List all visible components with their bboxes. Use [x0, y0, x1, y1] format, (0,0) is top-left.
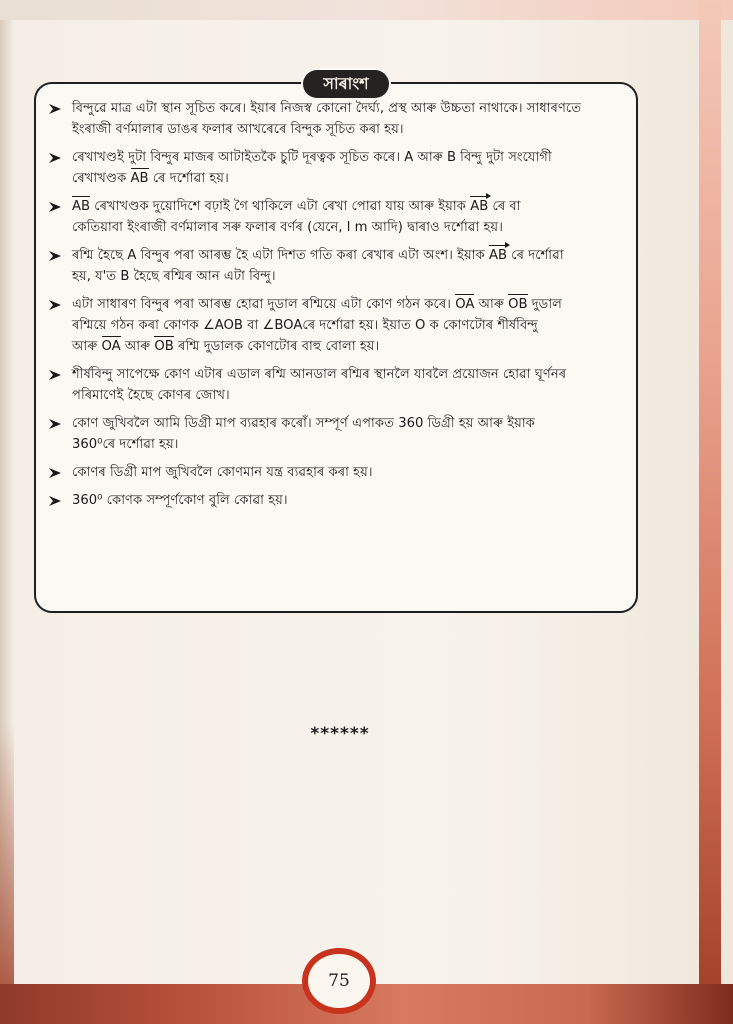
item-line: শীৰ্ষবিন্দু সাপেক্ষে কোণ এটাৰ এডাল ৰশ্মি আনডাল ৰশ্মিৰ স্থানলৈ যাবলৈ প্ৰয়োজন হোৱা ঘূৰ্ণনৰ [72, 367, 567, 382]
item-text: ৰেখাখণ্ডক দুয়োদিশে বঢ়াই গৈ থাকিলে এটা ৰেখা পোৱা যায় আৰু ইয়াক [94, 199, 466, 214]
summary-list [44, 98, 632, 518]
item-line: ইংৰাজী বৰ্ণমালাৰ ডাঙৰ ফলাৰ আখৰেৰে বিন্দুক সূচিত কৰা হয়। [72, 122, 404, 137]
page-left-shadow [0, 724, 14, 1024]
page-number: 75 [328, 971, 350, 991]
item-text: এটা সাধাৰণ বিন্দুৰ পৰা আৰম্ভ হোৱা দুডাল ৰশ্মিয়ে এটা কোণ গঠন কৰে। [72, 297, 451, 312]
item-line [72, 294, 632, 315]
segment-notation: AB [72, 196, 90, 217]
arrow-bullet-icon [48, 245, 66, 266]
item-line: 360⁰ৰে দৰ্শোৱা হয়। [72, 437, 179, 452]
arrow-bullet-icon [48, 462, 66, 483]
list-item [44, 413, 632, 455]
item-text: ৰে দৰ্শোৱা হয়। [152, 171, 229, 186]
list-item [44, 147, 632, 189]
list-item [44, 98, 632, 140]
item-line: কোণ জুখিবলৈ আমি ডিগ্ৰী মাপ ব্যৱহাৰ কৰোঁ। সম্পূৰ্ণ এপাকত 360 ডিগ্ৰী হয় আৰু ইয়াক [72, 416, 535, 431]
item-line [72, 336, 632, 357]
item-line: 360⁰ কোণক সম্পূৰ্ণকোণ বুলি কোৱা হয়। [72, 493, 288, 508]
arrow-bullet-icon [48, 490, 66, 511]
item-line [72, 168, 632, 189]
item-line [72, 196, 632, 217]
summary-title: সাৰাংশ [303, 70, 389, 98]
item-line: কোণৰ ডিগ্ৰী মাপ জুখিবলৈ কোণমান যন্ত্ৰ ব্যৱহাৰ কৰা হয়। [72, 465, 373, 480]
item-text: আৰু [478, 297, 504, 312]
arrow-bullet-icon [48, 413, 66, 434]
arrow-bullet-icon [48, 294, 66, 315]
list-item [44, 490, 632, 511]
item-line [72, 245, 632, 266]
ray-notation: OA [102, 336, 121, 357]
arrow-bullet-icon [48, 196, 66, 217]
item-text: ৰে দৰ্শোৱা [511, 248, 564, 263]
item-line: ৰেখাখণ্ডই দুটা বিন্দুৰ মাজৰ আটাইতকৈ চুটি দূৰত্বক সূচিত কৰে। A আৰু B বিন্দু দুটা সংযোগী [72, 150, 552, 165]
list-item [44, 196, 632, 238]
item-line: বিন্দুৱে মাত্ৰ এটা স্থান সূচিত কৰে। ইয়াৰ নিজস্ব কোনো দৈৰ্ঘ্য, প্ৰস্থ আৰু উচ্চতা নাথাকে। সাধাৰণতে [72, 101, 582, 116]
item-text: ৰে বা [492, 199, 521, 214]
arrow-bullet-icon [48, 364, 66, 385]
page-top-edge [0, 0, 733, 20]
page-number-badge [302, 948, 376, 1014]
ray-notation: AB [489, 245, 507, 266]
line-notation: AB [470, 196, 488, 217]
item-text: আৰু [124, 339, 151, 354]
arrow-bullet-icon [48, 98, 66, 119]
page-right-border [699, 0, 721, 1024]
item-line: কেতিয়াবা ইংৰাজী বৰ্ণমালাৰ সৰু ফলাৰ বৰ্ণৰ (যেনে, l m আদি) দ্বাৰাও দৰ্শোৱা হয়। [72, 220, 503, 235]
ray-notation: OB [508, 294, 527, 315]
item-line: পৰিমাণেই হৈছে কোণৰ জোখ। [72, 388, 230, 403]
list-item [44, 364, 632, 406]
list-item [44, 462, 632, 483]
section-separator: ****** [310, 724, 370, 744]
ray-notation: OA [455, 294, 474, 315]
item-text: আৰু [72, 339, 98, 354]
item-line: ৰশ্মিয়ে গঠন কৰা কোণক ∠AOB বা ∠BOAৰে দৰ্শোৱা হয়। ইয়াত O ক কোণটোৰ শীৰ্ষবিন্দু [72, 318, 538, 333]
item-text: ৰেখাখণ্ডক [72, 171, 127, 186]
list-item [44, 245, 632, 287]
arrow-bullet-icon [48, 147, 66, 168]
item-text: ৰশ্মি হৈছে A বিন্দুৰ পৰা আৰম্ভ হৈ এটা দিশত গতি কৰা ৰেখাৰ এটা অংশ। ইয়াক [72, 248, 485, 263]
item-line: হয়, য'ত B হৈছে ৰশ্মিৰ আন এটা বিন্দু। [72, 269, 276, 284]
item-text: দুডাল [531, 297, 563, 312]
segment-notation: AB [131, 168, 149, 189]
item-text: ৰশ্মি দুডালক কোণটোৰ বাহু বোলা হয়। [178, 339, 380, 354]
list-item [44, 294, 632, 357]
ray-notation: OB [154, 336, 173, 357]
